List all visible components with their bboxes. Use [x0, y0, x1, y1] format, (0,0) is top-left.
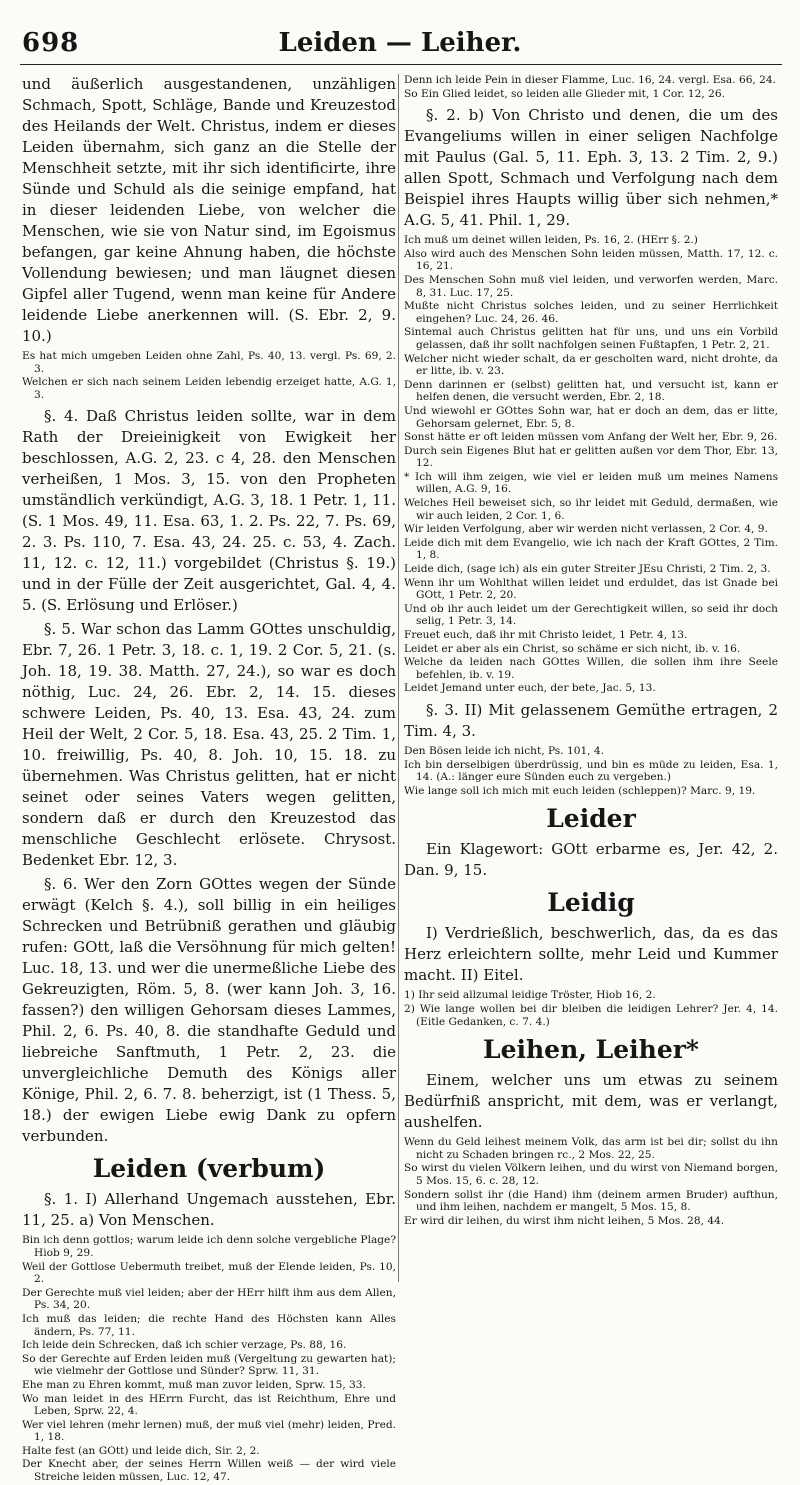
quote-line: Wo man leidet in des HErrn Furcht, das ist Reichthum, Ehre und Leben, Sprw. 22, 4. — [22, 1392, 396, 1418]
quote-line: 1) Ihr seid allzumal leidige Tröster, Hiob 16, 2. — [404, 989, 656, 1002]
quote-line: Und wiewohl er GOttes Sohn war, hat er doch an dem, das er litte, Gehorsam gelernet, Ebr. 5, 8. — [404, 404, 778, 430]
section-4-paragraph: §. 4. Daß Christus leiden sollte, war in dem Rath der Dreieinigkeit von Ewigkeit her beschlossen, A.G. 2, 23. c 4, 28. den Menschen verheißen, 1 Mos. 3, 15. von den Propheten umständlich verkündigt, A.G. 3, 18. 1 Petr. 1, 11. (S. 1 Mos. 49, 11. Esa. 63, 1. 2. Ps. 22, 7. Ps. 69, 2. 3. Ps. 110, 7. Esa. 43, 24. 25. c. 53, 4. Zach. 11, 12. c. 12, 11.) vorgebildet (Christus §. 19.) und in der Fülle der Zeit ausgerichtet, Gal. 4, 4. 5. (S. Erlösung und Erlöser.) — [22, 407, 396, 615]
right-column — [404, 74, 778, 1228]
leidig-quote-list — [404, 989, 778, 1028]
quote-line: Halte fest (an GOtt) und leide dich, Sir. 2, 2. — [22, 1444, 260, 1457]
quote-line: Wer viel lehren (mehr lernen) muß, der muß viel (mehr) leiden, Pred. 1, 18. — [22, 1418, 396, 1444]
quote-line: Also wird auch des Menschen Sohn leiden müssen, Matth. 17, 12. c. 16, 21. — [404, 247, 778, 273]
left-column — [22, 74, 396, 1485]
quote-line: * Ich will ihm zeigen, wie viel er leiden muß um meines Namens willen, A.G. 9, 16. — [404, 470, 778, 496]
quote-line: Leide dich, (sage ich) als ein guter Streiter JEsu Christi, 2 Tim. 2, 3. — [404, 563, 771, 576]
heading-leidig: Leidig — [547, 888, 635, 918]
leihen-definition: Einem, welcher uns um etwas zu seinem Bedürfniß anspricht, mit dem, was er verlangt, aushelfen. — [404, 1071, 778, 1132]
verbum-section-2: §. 2. b) Von Christo und denen, die um des Evangeliums willen in einer seligen Nachfolge mit Paulus (Gal. 5, 11. Eph. 3, 13. 2 Tim. 2, 9.) allen Spott, Schmach und Verfolgung nach dem Beispiel ihres Haupts willig über sich nehmen,* A.G. 5, 41. Phil. 1, 29. — [404, 106, 778, 230]
leider-definition: Ein Klagewort: GOtt erbarme es, Jer. 42, 2. Dan. 9, 15. — [404, 840, 778, 880]
quote-line: Sonst hätte er oft leiden müssen vom Anfang der Welt her, Ebr. 9, 26. — [404, 431, 778, 444]
quote-line: Freuet euch, daß ihr mit Christo leidet, 1 Petr. 4, 13. — [404, 629, 688, 641]
quote-line: Leidet er aber als ein Christ, so schäme er sich nicht, ib. v. 16. — [404, 642, 741, 655]
quote-line: Bin ich denn gottlos; warum leide ich denn solche vergebliche Plage? Hiob 9, 29. — [22, 1234, 396, 1259]
section-5-paragraph: §. 5. War schon das Lamm GOttes unschuldig, Ebr. 7, 26. 1 Petr. 3, 18. c. 1, 19. 2 Cor. 5, 21. (s. Joh. 18, 19. 38. Matth. 27, 24.), so war es doch nöthig, Luc. 24, 26. Ebr. 2, 14. 15. dieses schwere Leiden, Ps. 40, 13. Esa. 43, 24. zum Heil der Welt, 2 Cor. 5, 18. Esa. 43, 25. 2 Tim. 1, 10. freiwillig, Ps. 40, 8. Joh. 10, 15. 18. zu übernehmen. Was Christus gelitten, hat er nicht seinet oder seines Vaters wegen gelitten, sondern daß er durch den Kreuzestod das menschliche Geschlecht erlösete. Chrysost. Bedenket Ebr. 12, 3. — [22, 620, 396, 870]
quote-line: Den Bösen leide ich nicht, Ps. 101, 4. — [404, 744, 605, 757]
header-rule — [20, 64, 782, 65]
leihen-quote-list — [404, 1136, 778, 1227]
page-header — [0, 10, 800, 56]
quote-line: Ich muß um deinet willen leiden, Ps. 16, 2. (HErr §. 2.) — [404, 234, 698, 247]
quote-line: Sintemal auch Christus gelitten hat für uns, und uns ein Vorbild gelassen, daß ihr sollt nachfolgen seinen Fußtapfen, 1 Petr. 2, 21. — [404, 326, 778, 351]
heading-leiden-verbum: Leiden (verbum) — [92, 1154, 326, 1184]
quote-line: Wie lange soll ich mich mit euch leiden (schleppen)? Marc. 9, 19. — [404, 784, 756, 797]
quote-line: Er wird dir leihen, du wirst ihm nicht leihen, 5 Mos. 28, 44. — [404, 1214, 725, 1227]
quote-line: Es hat mich umgeben Leiden ohne Zahl, Ps. 40, 13. vergl. Ps. 69, 2. 3. — [22, 350, 396, 375]
intro-paragraph: und äußerlich ausgestandenen, unzähligen Schmach, Spott, Schläge, Bande und Kreuzestod des Heilands der Welt. Christus, indem er dieses Leiden übernahm, sich ganz an die Stelle der Menschheit setzte, mit ihr sich identificirte, ihre Sünde und Schuld als die seinige empfand, hat in dieser leidenden Liebe, von welcher die Menschen, wie sie von Natur sind, im Egoismus befangen, gar keine Ahnung haben, die höchste Vollendung bewiesen; und man läugnet diesen Gipfel aller Tugend, wenn man keine für Andere leidende Liebe anerkennen will. (S. Ebr. 2, 9. 10.) — [22, 75, 396, 345]
quote-line: Wir leiden Verfolgung, aber wir werden nicht verlassen, 2 Cor. 4, 9. — [404, 523, 768, 536]
quote-line: Welcher nicht wieder schalt, da er gescholten ward, nicht drohte, da er litte, ib. v. 23. — [404, 352, 778, 378]
quote-line: Wenn du Geld leihest meinem Volk, das arm ist bei dir; sollst du ihn nicht zu Schaden bringen rc., 2 Mos. 22, 25. — [404, 1136, 778, 1161]
quote-line: Sondern sollst ihr (die Hand) ihm (deinem armen Bruder) aufthun, und ihm leihen, nachdem er mangelt, 5 Mos. 15, 8. — [404, 1188, 778, 1214]
quote-line: Denn darinnen er (selbst) gelitten hat, und versucht ist, kann er helfen denen, die versucht werden, Ebr. 2, 18. — [404, 378, 778, 404]
quote-line: Des Menschen Sohn muß viel leiden, und verworfen werden, Marc. 8, 31. Luc. 17, 25. — [404, 273, 778, 299]
quote-line: Welches Heil beweiset sich, so ihr leidet mit Geduld, dermaßen, wie wir auch leiden, 2 Cor. 1, 6. — [404, 497, 778, 522]
verbum-section-3: §. 3. II) Mit gelassenem Gemüthe ertragen, 2 Tim. 4, 3. — [404, 700, 778, 740]
running-title: Leiden — Leiher. — [278, 28, 522, 58]
section-6-paragraph: §. 6. Wer den Zorn GOttes wegen der Sünde erwägt (Kelch §. 4.), soll billig in ein heiliges Schrecken und Betrübniß gerathen und gläubig rufen: GOtt, laß die Versöhnung für mich gelten! Luc. 18, 13. und wer die unermeßliche Liebe des Gekreuzigten, Röm. 5, 8. (wer kann Joh. 3, 16. fassen?) den willigen Gehorsam dieses Lammes, Phil. 2, 6. Ps. 40, 8. die standhafte Geduld und liebreiche Sanftmuth, 1 Petr. 2, 23. die unvergleichliche Demuth des Königs aller Könige, Phil. 2, 6. 7. 8. beherzigt, ist (1 Thess. 5, 18.) der ewigen Liebe ewig Dank zu opfern verbunden. — [22, 875, 396, 1146]
quote-line: Leide dich mit dem Evangelio, wie ich nach der Kraft GOttes, 2 Tim. 1, 8. — [404, 536, 778, 562]
quote-line: Der Knecht aber, der seines Herrn Willen weiß — der wird viele Streiche leiden müssen, Luc. 12, 47. — [22, 1458, 396, 1484]
quote-line: So wirst du vielen Völkern leihen, und du wirst von Niemand borgen, 5 Mos. 15, 6. c. 28, 12. — [404, 1162, 778, 1187]
quote-line: Der Gerechte muß viel leiden; aber der HErr hilft ihm aus dem Allen, Ps. 34, 20. — [22, 1286, 396, 1312]
quote-line: Weil der Gottlose Uebermuth treibet, muß der Elende leiden, Ps. 10, 2. — [22, 1260, 396, 1286]
column-divider — [398, 74, 399, 1282]
quote-line: So Ein Glied leidet, so leiden alle Glieder mit, 1 Cor. 12, 26. — [404, 87, 725, 100]
quote-line: 2) Wie lange wollen bei dir bleiben die leidigen Lehrer? Jer. 4, 14. (Eitle Gedanken, c. 7. 4.) — [404, 1002, 778, 1028]
heading-leider: Leider — [546, 804, 636, 834]
quote-line: Leidet Jemand unter euch, der bete, Jac. 5, 13. — [404, 682, 656, 695]
verbum-section-1: §. 1. I) Allerhand Ungemach ausstehen, Ebr. 11, 25. a) Von Menschen. — [22, 1190, 396, 1230]
quote-line: Ich bin derselbigen überdrüssig, und bin es müde zu leiden, Esa. 1, 14. (A.: länger eure Sünden euch zu vergeben.) — [404, 758, 778, 784]
verbum-quote-list — [22, 1234, 396, 1483]
quote-line: Ich leide dein Schrecken, daß ich schier verzage, Ps. 88, 16. — [22, 1339, 347, 1352]
quote-line: Wenn ihr um Wohlthat willen leidet und erduldet, das ist Gnade bei GOtt, 1 Petr. 2, 20. — [404, 576, 778, 602]
quote-line: So der Gerechte auf Erden leiden muß (Vergeltung zu gewarten hat); wie vielmehr der Gottlose und Sünder? Sprw. 11, 31. — [22, 1352, 396, 1378]
leidig-definition: I) Verdrießlich, beschwerlich, das, da es das Herz erleichtern sollte, mehr Leid und Kummer macht. II) Eitel. — [404, 924, 778, 985]
quote-line: Denn ich leide Pein in dieser Flamme, Luc. 16, 24. vergl. Esa. 66, 24. — [404, 74, 777, 86]
section-2-quote-list — [404, 234, 778, 695]
quote-line: Mußte nicht Christus solches leiden, und zu seiner Herrlichkeit eingehen? Luc. 24, 26. 46. — [404, 300, 778, 325]
quote-line: Welchen er sich nach seinem Leiden lebendig erzeiget hatte, A.G. 1, 3. — [22, 376, 396, 401]
quote-line: Durch sein Eigenes Blut hat er gelitten außen vor dem Thor, Ebr. 13, 12. — [404, 444, 778, 470]
quote-line: Ehe man zu Ehren kommt, muß man zuvor leiden, Sprw. 15, 33. — [22, 1378, 366, 1391]
quote-line: Und ob ihr auch leidet um der Gerechtigkeit willen, so seid ihr doch selig, 1 Petr. 3, 14. — [404, 602, 778, 628]
quote-line: Welche da leiden nach GOttes Willen, die sollen ihm ihre Seele befehlen, ib. v. 19. — [404, 656, 778, 681]
heading-leihen: Leihen, Leiher* — [483, 1035, 699, 1065]
quote-line: Ich muß das leiden; die rechte Hand des Höchsten kann Alles ändern, Ps. 77, 11. — [22, 1312, 396, 1338]
page-number: 698 — [22, 28, 80, 58]
section-3-quote-list — [404, 745, 778, 797]
